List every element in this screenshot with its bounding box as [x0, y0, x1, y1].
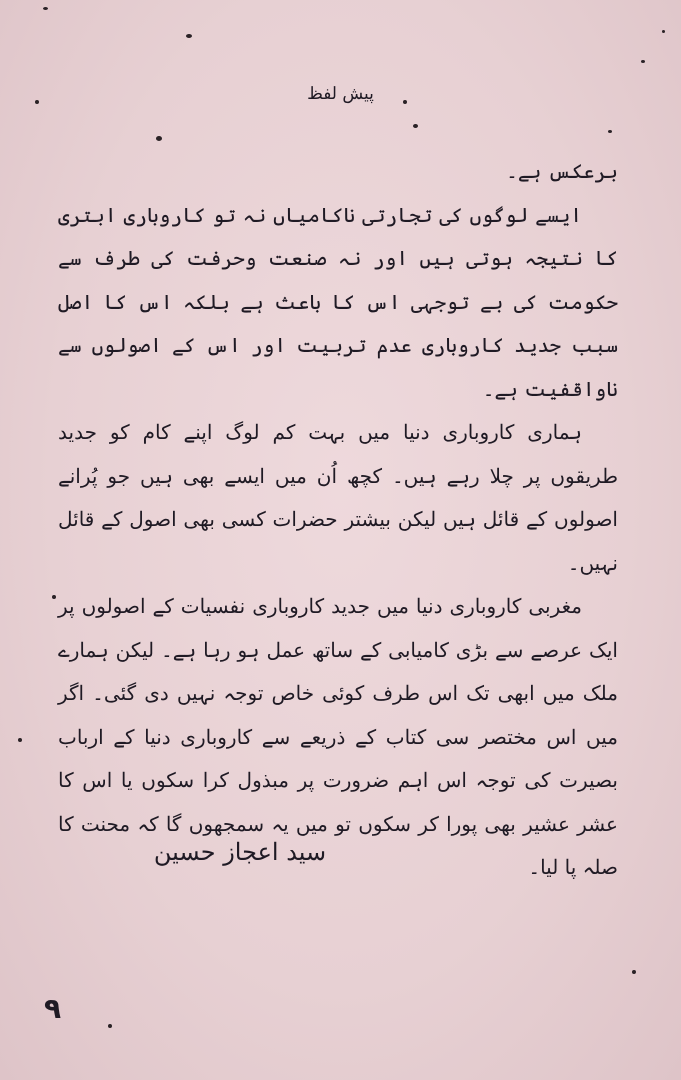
- page-number: ۹: [44, 992, 62, 1025]
- paper-speck: [632, 970, 636, 974]
- paper-speck: [662, 30, 665, 33]
- paper-speck: [413, 124, 418, 128]
- paper-speck: [641, 60, 645, 63]
- paragraph: ہماری کاروباری دنیا میں بہت کم لوگ اپنے کام کو جدید طریقوں پر چلا رہے ہیں۔ کچھ اُن میں ایسے بھی ہیں جو پُرانے اصولوں کے قائل ہیں لیکن بیشتر حضرات کسی بھی اصول کے قائل نہیں۔: [58, 420, 618, 575]
- paragraph: ایسے لوگوں کی تجارتی ناکامیاں نہ تو کاروباری ابتری کا نتیجہ ہوتی ہیں اور نہ صنعت وحرفت کی طرف سے حکومت کی بے توجہی اس کا باعث ہے بلکہ اس کا اصل سبب جدید کاروباری عدم تربیت اور اس کے اصولوں سے ناواقفیت ہے۔: [58, 202, 618, 401]
- paper-speck: [156, 136, 162, 141]
- author-signature: سید اعجاز حسین: [153, 838, 327, 866]
- paper-speck: [608, 130, 612, 133]
- paragraph: برعکس ہے۔: [506, 159, 618, 183]
- paper-speck: [186, 34, 192, 38]
- page-heading: پیش لفظ: [307, 84, 374, 104]
- body-text: [58, 150, 618, 890]
- paragraph: مغربی کاروباری دنیا میں جدید کاروباری نفسیات کے اصولوں پر ایک عرصے سے بڑی کامیابی کے ساتھ عمل ہو رہا ہے۔ لیکن ہمارے ملک میں ابھی تک اس طرف کوئی خاص توجہ نہیں دی گئی۔ اگر میں اس مختصر سی کتاب کے ذریعے سے کاروباری دنیا کے ارباب بصیرت کی توجہ اس اہم ضرورت پر مبذول کرا سکوں یا اس کا عشر عشیر بھی پورا کر سکوں تو میں یہ سمجھوں گا کہ محنت کا صلہ پا لیا۔: [58, 594, 618, 879]
- paper-speck: [108, 1024, 112, 1028]
- paper-speck: [52, 595, 56, 599]
- paper-speck: [43, 7, 48, 10]
- paper-speck: [18, 738, 22, 742]
